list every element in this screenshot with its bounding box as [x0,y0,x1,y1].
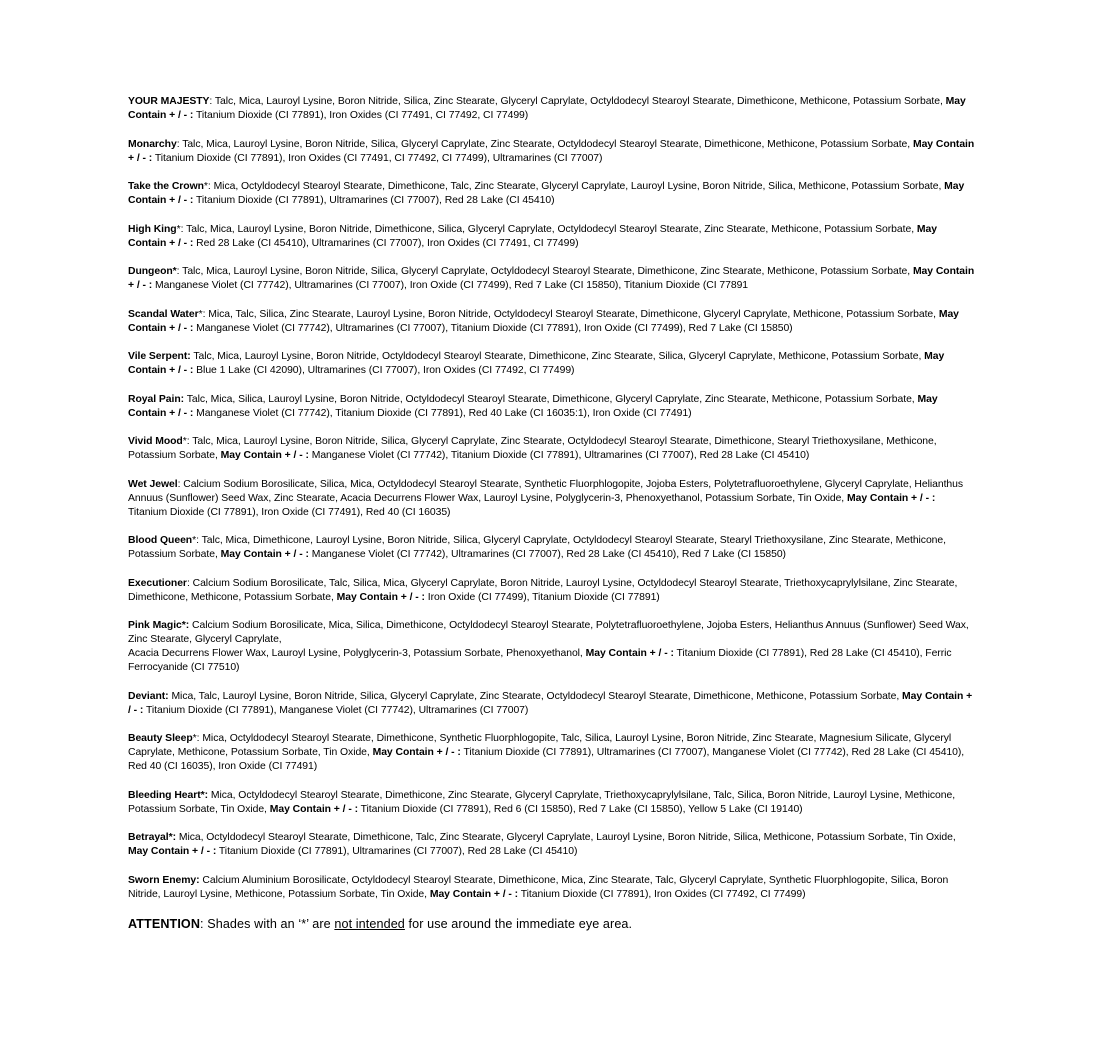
separator: : [209,96,215,107]
ingredient-list: Mica, Talc, Lauroyl Lysine, Boron Nitride, Silica, Glyceryl Caprylate, Zinc Stearate, Octyldodecyl Stearoyl Stearate, Dimethicone, Methicone, Potassium Sorbate, [171,690,903,702]
shade-name: Deviant: [128,690,169,702]
may-contain-label: May Contain + / - : [128,690,973,716]
ingredient-entry [128,732,976,774]
separator: : [176,138,183,150]
ingredient-list: Talc, Mica, Lauroyl Lysine, Boron Nitride, Silica, Glyceryl Caprylate, Zinc Stearate, Octyldodecyl Stearoyl Stearate, Dimethicone, Stearyl Triethoxysilane, Methicone, Potassium Sorbate, [128,436,937,461]
may-contain-label: May Contain + / - : [429,888,519,900]
ingredients-document [128,95,976,945]
ingredient-entry [128,831,976,859]
ingredient-list: Mica, Talc, Silica, Zinc Stearate, Lauroyl Lysine, Boron Nitride, Octyldodecyl Stearoyl Stearate, Dimethicone, Glyceryl Caprylate, Methicone, Potassium Sorbate, [208,308,939,320]
colorant-list: Titanium Dioxide (CI 77891), Red 28 Lake (CI 45410), Ferric Ferrocyanide (CI 77510) [128,648,952,673]
shade-name: Beauty Sleep [128,733,193,744]
ingredient-list: Talc, Mica, Lauroyl Lysine, Boron Nitride, Silica, Zinc Stearate, Glyceryl Caprylate, Octyldodecyl Stearoyl Stearate, Dimethicone, Methicone, Potassium Sorbate, [214,96,946,107]
ingredient-list-continued: Acacia Decurrens Flower Wax, Lauroyl Lysine, Polyglycerin-3, Potassium Sorbate, Phenoxyethanol, [128,648,586,659]
may-contain-label: May Contain + / - : [128,846,217,857]
shade-name: Executioner [128,577,187,589]
may-contain-label: May Contain + / - : [846,492,936,504]
ingredient-list: Mica, Octyldodecyl Stearoyl Stearate, Dimethicone, Talc, Zinc Stearate, Glyceryl Caprylate, Lauroyl Lysine, Boron Nitride, Silica, Methicone, Potassium Sorbate, [213,181,945,192]
may-contain-label: May Contain + / - : [128,96,966,121]
ingredient-entry [128,534,976,562]
ingredient-entry [128,393,976,421]
colorant-list: Manganese Violet (CI 77742), Titanium Dioxide (CI 77891), Ultramarines (CI 77007), Red 28 Lake (CI 45410) [308,450,810,461]
may-contain-label: May Contain + / - : [128,223,937,249]
shade-name: Monarchy [128,138,177,150]
ingredient-list: Calcium Sodium Borosilicate, Silica, Mica, Octyldodecyl Stearoyl Stearate, Synthetic Fluorphlogopite, Jojoba Esters, Polytetrafluoroethylene, Glyceryl Caprylate, Helianthus Annuus (Sunflower) Seed Wax, Zinc Stearate, Acacia Decurrens Flower Wax, Lauroyl Lysine, Polyglycerin-3, Phenoxyethanol, Potassium Sorbate, Tin Oxide, [128,478,964,504]
colorant-list: Titanium Dioxide (CI 77891), Red 6 (CI 15850), Red 7 Lake (CI 15850), Yellow 5 Lake (CI 19140) [357,803,803,815]
may-contain-label: May Contain + / - : [128,138,975,164]
separator: *: [182,436,193,447]
may-contain-label: May Contain + / - : [128,393,938,419]
attention-underlined: not intended [334,917,405,931]
colorant-list: Titanium Dioxide (CI 77891), Ultramarines (CI 77007), Red 28 Lake (CI 45410) [216,846,578,857]
ingredient-entry [128,95,976,123]
ingredient-list: Mica, Octyldodecyl Stearoyl Stearate, Dimethicone, Synthetic Fluorphlogopite, Talc, Silica, Lauroyl Lysine, Boron Nitride, Zinc Stearate, Magnesium Silicate, Glyceryl Caprylate, Methicone, Potassium Sorbate, Tin Oxide, [128,733,952,758]
may-contain-label: May Contain + / - : [372,747,461,758]
colorant-list: Titanium Dioxide (CI 77891), Iron Oxides (CI 77491, CI 77492, CI 77499) [193,110,529,121]
ingredient-list: Talc, Mica, Lauroyl Lysine, Boron Nitride, Octyldodecyl Stearoyl Stearate, Dimethicone, Zinc Stearate, Silica, Glyceryl Caprylate, Methicone, Potassium Sorbate, [193,351,925,362]
ingredient-entry [128,577,976,605]
ingredient-entry [128,619,976,675]
colorant-list: Titanium Dioxide (CI 77891), Manganese Violet (CI 77742), Ultramarines (CI 77007) [143,704,529,716]
ingredient-list: Talc, Mica, Lauroyl Lysine, Boron Nitride, Silica, Glyceryl Caprylate, Octyldodecyl Stearoyl Stearate, Dimethicone, Zinc Stearate, Methicone, Potassium Sorbate, [182,266,913,277]
ingredient-entry [128,223,976,251]
shade-name: High King [128,223,177,235]
may-contain-label: May Contain + / - : [269,803,358,815]
colorant-list: Iron Oxide (CI 77499), Titanium Dioxide (CI 77891) [424,591,660,603]
ingredient-entry [128,435,976,463]
may-contain-label: May Contain + / - : [128,308,959,334]
colorant-list: Manganese Violet (CI 77742), Ultramarines (CI 77007), Red 28 Lake (CI 45410), Red 7 Lake (CI 15850) [308,549,786,560]
ingredient-entry [128,690,976,718]
ingredient-entry [128,874,976,902]
separator: *: [198,308,209,320]
may-contain-label: May Contain + / - : [585,648,674,659]
shade-name: Vivid Mood [128,436,183,447]
shade-name: Sworn Enemy: [128,874,200,886]
shade-name: Take the Crown [128,181,204,192]
shade-name: Bleeding Heart*: [128,789,209,801]
may-contain-label: May Contain + / - : [220,450,309,461]
colorant-list: Red 28 Lake (CI 45410), Ultramarines (CI 77007), Iron Oxides (CI 77491, CI 77499) [193,237,579,249]
ingredient-entry [128,789,976,817]
separator: : [186,577,193,589]
separator: *: [203,181,214,192]
shade-name: Betrayal*: [128,832,177,843]
may-contain-label: May Contain + / - : [128,266,975,291]
colorant-list: Manganese Violet (CI 77742), Ultramarines (CI 77007), Titanium Dioxide (CI 77891), Iron Oxide (CI 77499), Red 7 Lake (CI 15850) [193,322,793,334]
ingredient-list: Talc, Mica, Lauroyl Lysine, Boron Nitride, Silica, Glyceryl Caprylate, Zinc Stearate, Octyldodecyl Stearoyl Stearate, Dimethicone, Methicone, Potassium Sorbate, [182,138,913,150]
ingredient-entry [128,478,976,520]
colorant-list: Manganese Violet (CI 77742), Titanium Dioxide (CI 77891), Red 40 Lake (CI 16035:1), Iron Oxide (CI 77491) [193,407,692,419]
separator: *: [176,223,187,235]
separator: *: [192,535,202,546]
attention-label: ATTENTION [128,917,201,931]
ingredient-list: Mica, Octyldodecyl Stearoyl Stearate, Dimethicone, Zinc Stearate, Glyceryl Caprylate, Triethoxycaprylylsilane, Talc, Silica, Boron Nitride, Lauroyl Lysine, Methicone, Potassium Sorbate, Tin Oxide, [128,789,956,815]
colorant-list: Titanium Dioxide (CI 77891), Iron Oxide (CI 77491), Red 40 (CI 16035) [128,506,451,518]
shade-name: Blood Queen [128,535,193,546]
colorant-list: Titanium Dioxide (CI 77891), Ultramarines (CI 77007), Red 28 Lake (CI 45410) [193,195,555,206]
ingredient-entry [128,180,976,208]
ingredient-list: Mica, Octyldodecyl Stearoyl Stearate, Dimethicone, Talc, Zinc Stearate, Glyceryl Caprylate, Lauroyl Lysine, Boron Nitride, Silica, Methicone, Potassium Sorbate, Tin Oxide, [178,832,956,843]
may-contain-label: May Contain + / - : [220,549,309,560]
ingredient-list: Calcium Sodium Borosilicate, Talc, Silica, Mica, Glyceryl Caprylate, Boron Nitride, Lauroyl Lysine, Octyldodecyl Stearoyl Stearate, Triethoxycaprylylsilane, Zinc Stearate, Dimethicone, Methicone, Potassium Sorbate, [128,577,958,603]
separator: : [176,266,183,277]
shade-name: YOUR MAJESTY [128,96,210,107]
ingredient-entry [128,350,976,378]
ingredient-entry [128,265,976,293]
shade-name: Pink Magic*: [128,620,190,631]
attention-text: : Shades with an ‘*’ are [200,917,335,931]
ingredient-list: Calcium Aluminium Borosilicate, Octyldodecyl Stearoyl Stearate, Dimethicone, Mica, Zinc Stearate, Talc, Glyceryl Caprylate, Synthetic Fluorphlogopite, Silica, Boron Nitride, Lauroyl Lysine, Methicone, Potassium Sorbate, Tin Oxide, [128,874,949,900]
ingredient-entry [128,308,976,336]
colorant-list: Blue 1 Lake (CI 42090), Ultramarines (CI 77007), Iron Oxides (CI 77492, CI 77499) [193,365,575,376]
colorant-list: Titanium Dioxide (CI 77891), Iron Oxides (CI 77492, CI 77499) [518,888,806,900]
shade-name: Dungeon* [128,266,177,277]
colorant-list: Manganese Violet (CI 77742), Ultramarines (CI 77007), Iron Oxide (CI 77499), Red 7 Lake (CI 15850), Titanium Dioxide (CI 77891 [152,280,749,291]
shade-name: Wet Jewel [128,478,178,490]
colorant-list: Titanium Dioxide (CI 77891), Iron Oxides (CI 77491, CI 77492, CI 77499), Ultramarines (CI 77007) [152,152,603,164]
separator: : [177,478,184,490]
shade-name: Royal Pain: [128,393,185,405]
ingredient-list: Talc, Mica, Dimethicone, Lauroyl Lysine, Boron Nitride, Silica, Glyceryl Caprylate, Octyldodecyl Stearoyl Stearate, Stearyl Triethoxysilane, Zinc Stearate, Methicone, Potassium Sorbate, [128,535,946,560]
attention-text-end: for use around the immediate eye area. [404,917,633,931]
may-contain-label: May Contain + / - : [128,351,945,376]
may-contain-label: May Contain + / - : [336,591,425,603]
attention-note [128,916,976,932]
colorant-list: Titanium Dioxide (CI 77891), Ultramarines (CI 77007), Manganese Violet (CI 77742), Red 28 Lake (CI 45410), Red 40 (CI 16035), Iron Oxide (CI 77491) [128,747,965,772]
ingredient-list: Talc, Mica, Silica, Lauroyl Lysine, Boron Nitride, Octyldodecyl Stearoyl Stearate, Dimethicone, Glyceryl Caprylate, Zinc Stearate, Methicone, Potassium Sorbate, [186,393,918,405]
shade-name: Vile Serpent: [128,351,191,362]
ingredient-list: Calcium Sodium Borosilicate, Mica, Silica, Dimethicone, Octyldodecyl Stearoyl Stearate, Polytetrafluoroethylene, Jojoba Esters, Helianthus Annuus (Sunflower) Seed Wax, Zinc Stearate, Glyceryl Caprylate, [128,620,969,645]
ingredient-list: Talc, Mica, Lauroyl Lysine, Boron Nitride, Dimethicone, Silica, Glyceryl Caprylate, Octyldodecyl Stearoyl Stearate, Zinc Stearate, Methicone, Potassium Sorbate, [186,223,917,235]
may-contain-label: May Contain + / - : [128,181,965,206]
separator: *: [192,733,203,744]
ingredient-entry [128,138,976,166]
shade-name: Scandal Water [128,308,199,320]
